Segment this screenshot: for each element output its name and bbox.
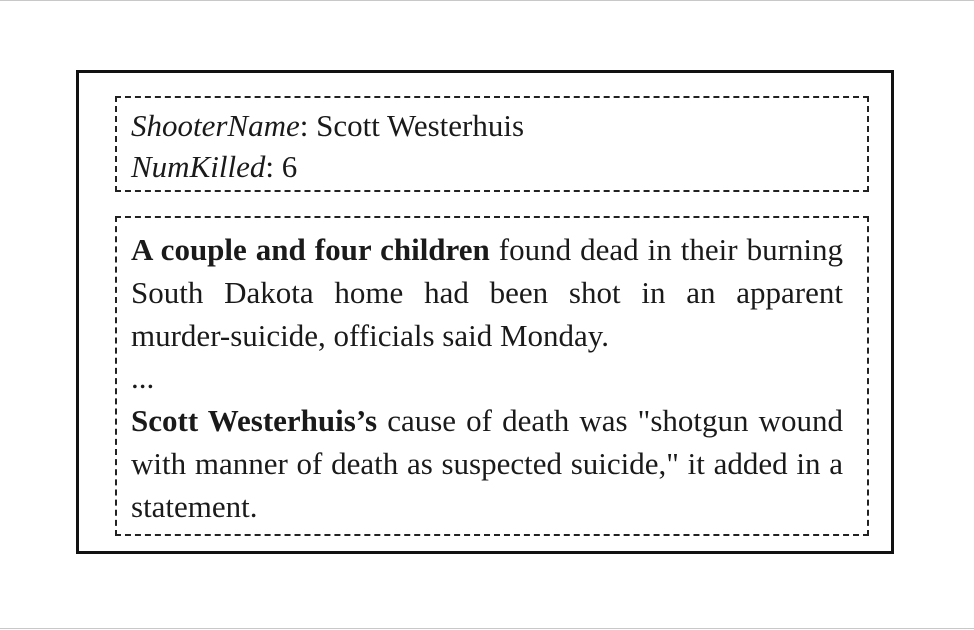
victims-entity: A couple and four children [131,232,490,267]
document-text-box [115,216,869,536]
paragraph-2-text: cause of death was "shotgun wound with manner of death as suspected suicide," it added in a statement. [131,403,844,524]
shooter-name-value: Scott Westerhuis [316,108,525,143]
num-killed-value: 6 [281,149,298,184]
shooter-name-field: ShooterName: Scott Westerhuis [131,108,525,143]
ellipsis: ... [131,360,155,395]
shooter-entity: Scott Westerhuis’s [131,403,378,438]
paragraph-1-text: found dead in their burning South Dakota home had been shot in an apparent murder-suicide, officials said Monday. [131,232,844,353]
page-top-edge [0,0,974,1]
template-fields-box [115,96,869,192]
num-killed-label: NumKilled [131,149,266,184]
num-killed-field: NumKilled: 6 [131,149,298,184]
page-bottom-edge [0,628,974,629]
shooter-name-label: ShooterName [131,108,300,143]
document-paragraph-2 [131,399,843,528]
document-paragraph-1 [131,228,843,357]
